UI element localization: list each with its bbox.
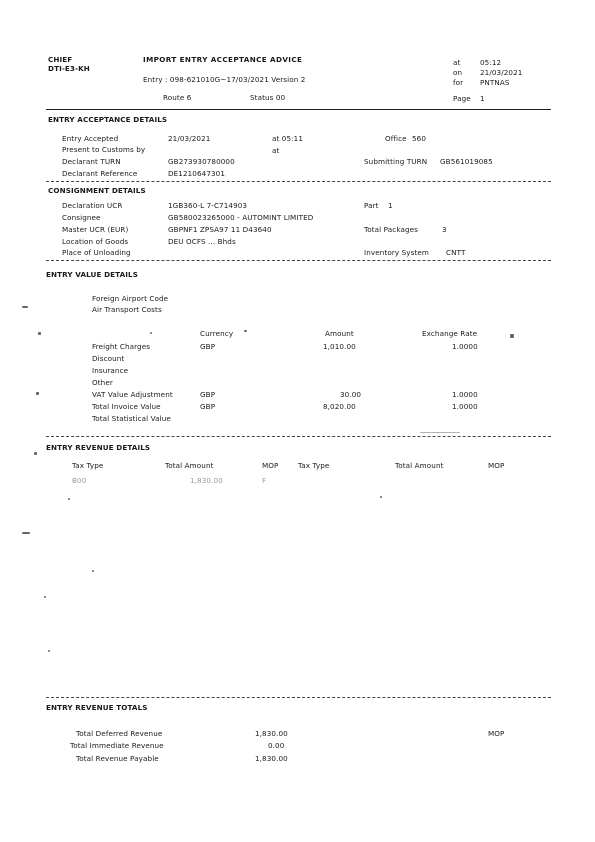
value-row-label: Insurance xyxy=(92,366,129,375)
entry-reference: Entry : 098-621010G~17/03/2021 Version 2 xyxy=(143,75,306,84)
scan-speck xyxy=(150,332,152,334)
total-amount-column-header: Total Amount xyxy=(165,461,214,470)
declarant-turn-value: GB273930780000 xyxy=(168,157,235,166)
system-code: DTI-E3-KH xyxy=(48,64,90,73)
value-row-currency: GBP xyxy=(200,342,216,351)
value-row-amount: 30.00 xyxy=(340,390,362,399)
entry-accepted-label: Entry Accepted xyxy=(62,134,119,143)
total-amount-column-header-2: Total Amount xyxy=(395,461,444,470)
time-label: at xyxy=(453,58,461,67)
place-of-unloading-label: Place of Unloading xyxy=(62,248,131,257)
location-of-goods-label: Location of Goods xyxy=(62,237,129,246)
foreign-airport-label: Foreign Airport Code xyxy=(92,294,169,303)
total-revenue-payable-value: 1,830.00 xyxy=(255,754,288,763)
master-ucr-label: Master UCR (EUR) xyxy=(62,225,129,234)
entry-accepted-time: at 05:11 xyxy=(272,134,304,143)
value-row-label: Other xyxy=(92,378,113,387)
value-row-rate: 1.0000 xyxy=(452,390,478,399)
tax-type-column-header-2: Tax Type xyxy=(298,461,330,470)
scan-speck xyxy=(244,330,247,332)
mop-column-header: MOP xyxy=(262,461,279,470)
total-deferred-revenue-mop: MOP xyxy=(488,729,505,738)
entry-acceptance-heading: ENTRY ACCEPTANCE DETAILS xyxy=(48,115,168,124)
office-value: 560 xyxy=(412,134,427,143)
value-row-label: Discount xyxy=(92,354,125,363)
declarant-reference-value: DE1210647301 xyxy=(168,169,226,178)
section-divider-3 xyxy=(46,436,551,437)
submitting-turn-value: GB561019085 xyxy=(440,157,493,166)
currency-column-header: Currency xyxy=(200,329,234,338)
scan-speck xyxy=(380,496,382,498)
route-label: Route 6 xyxy=(163,93,192,102)
present-to-customs-label: Present to Customs by xyxy=(62,145,146,154)
total-packages-label: Total Packages xyxy=(364,225,419,234)
scan-speck xyxy=(92,570,94,572)
section-divider-4 xyxy=(46,697,551,698)
total-revenue-payable-label: Total Revenue Payable xyxy=(76,754,159,763)
total-immediate-revenue-value: 0.00 xyxy=(268,741,285,750)
page-label: Page xyxy=(453,94,471,103)
total-deferred-revenue-label: Total Deferred Revenue xyxy=(76,729,163,738)
value-row-rate: 1.0000 xyxy=(452,402,478,411)
value-row-rate: 1.0000 xyxy=(452,342,478,351)
scan-speck xyxy=(48,650,50,652)
scan-speck xyxy=(22,532,30,534)
inventory-system-value: CNTT xyxy=(446,248,466,257)
location-of-goods-value: DEU OCFS ... Bhds xyxy=(168,237,236,246)
date-value: 21/03/2021 xyxy=(480,68,523,77)
present-to-customs-at: at xyxy=(272,146,280,155)
scan-speck xyxy=(22,306,28,308)
scan-speck xyxy=(44,596,46,598)
revenue-totals-heading: ENTRY REVENUE TOTALS xyxy=(46,703,148,712)
amount-column-header: Amount xyxy=(325,329,354,338)
scan-speck xyxy=(420,432,460,433)
scan-speck xyxy=(34,452,37,455)
entry-accepted-value: 21/03/2021 xyxy=(168,134,211,143)
office-label: Office xyxy=(385,134,407,143)
consignee-value: GB580023265000 - AUTOMINT LIMITED xyxy=(168,213,314,222)
for-label: for xyxy=(453,78,464,87)
consignment-heading: CONSIGNMENT DETAILS xyxy=(48,186,146,195)
declarant-reference-label: Declarant Reference xyxy=(62,169,138,178)
value-row-label: Total Statistical Value xyxy=(92,414,171,423)
master-ucr-value: GBPNF1 ZPSA97 11 D43640 xyxy=(168,225,272,234)
submitting-turn-label: Submitting TURN xyxy=(364,157,428,166)
value-row-label: VAT Value Adjustment xyxy=(92,390,173,399)
consignee-label: Consignee xyxy=(62,213,101,222)
value-row-label: Total Invoice Value xyxy=(92,402,161,411)
value-row-amount: 8,020.00 xyxy=(323,402,356,411)
page-number: 1 xyxy=(480,94,485,103)
system-name: CHIEF xyxy=(48,55,73,64)
revenue-row-tax-type: B00 xyxy=(72,476,87,485)
revenue-row-amount: 1,830.00 xyxy=(190,476,223,485)
value-row-currency: GBP xyxy=(200,390,216,399)
declarant-turn-label: Declarant TURN xyxy=(62,157,121,166)
entry-revenue-heading: ENTRY REVENUE DETAILS xyxy=(46,443,151,452)
inventory-system-label: Inventory System xyxy=(364,248,430,257)
date-label: on xyxy=(453,68,463,77)
scan-speck xyxy=(38,332,41,335)
scan-speck xyxy=(510,334,514,338)
declaration-ucr-value: 1GB360-L 7-C714903 xyxy=(168,201,248,210)
section-divider-2 xyxy=(46,260,551,261)
exchange-rate-column-header: Exchange Rate xyxy=(422,329,478,338)
value-row-amount: 1,010.00 xyxy=(323,342,356,351)
entry-value-heading: ENTRY VALUE DETAILS xyxy=(46,270,138,279)
tax-type-column-header: Tax Type xyxy=(72,461,104,470)
declaration-ucr-label: Declaration UCR xyxy=(62,201,123,210)
air-transport-label: Air Transport Costs xyxy=(92,305,162,314)
total-deferred-revenue-value: 1,830.00 xyxy=(255,729,288,738)
value-row-label: Freight Charges xyxy=(92,342,151,351)
section-divider-1 xyxy=(46,181,551,182)
status-label: Status 00 xyxy=(250,93,286,102)
total-packages-value: 3 xyxy=(442,225,447,234)
part-label: Part xyxy=(364,201,379,210)
scan-speck xyxy=(36,392,39,395)
total-immediate-revenue-label: Total Immediate Revenue xyxy=(70,741,164,750)
for-value: PNTNAS xyxy=(480,78,510,87)
value-row-currency: GBP xyxy=(200,402,216,411)
document-title: IMPORT ENTRY ACCEPTANCE ADVICE xyxy=(143,55,303,64)
revenue-row-mop: F xyxy=(262,476,267,485)
part-value: 1 xyxy=(388,201,393,210)
mop-column-header-2: MOP xyxy=(488,461,505,470)
time-value: 05:12 xyxy=(480,58,502,67)
header-divider xyxy=(46,109,551,110)
scan-speck xyxy=(68,498,70,500)
